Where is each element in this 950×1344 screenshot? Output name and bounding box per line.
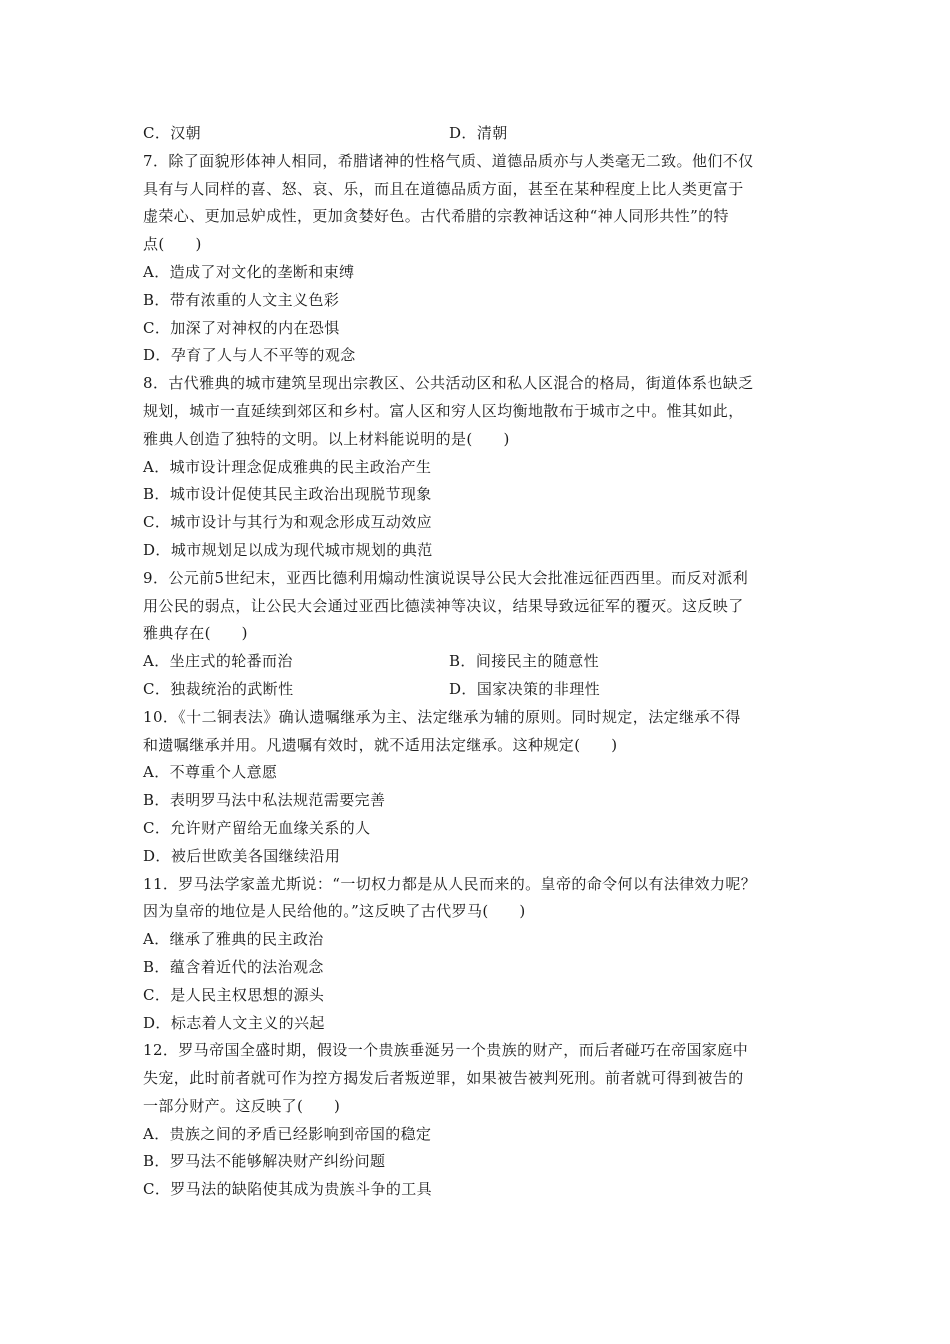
question-stem-line: 雅典人创造了独特的文明。以上材料能说明的是( ) (143, 429, 510, 448)
question-8 (143, 370, 813, 565)
option-a: A．不尊重个人意愿 (143, 763, 278, 782)
option-d: D．清朝 (449, 124, 508, 142)
question-stem-line: 12．罗马帝国全盛时期，假设一个贵族垂涎另一个贵族的财产，而后者碰巧在帝国家庭中 (143, 1041, 749, 1060)
option-c: C．是人民主权思想的源头 (143, 985, 325, 1004)
question-stem-line: 9．公元前5世纪末，亚西比德利用煽动性演说误导公民大会批准远征西西里。而反对派利 (143, 568, 749, 587)
question-stem-line: 点( ) (143, 235, 202, 254)
question-stem-line: 具有与人同样的喜、怒、哀、乐，而且在道德品质方面，甚至在某种程度上比人类更富于 (143, 179, 744, 198)
option-row (143, 676, 813, 704)
question-stem-line: 雅典存在( ) (143, 624, 248, 643)
option-b: B．带有浓重的人文主义色彩 (143, 290, 340, 309)
option-a: A．造成了对文化的垄断和束缚 (143, 262, 355, 281)
option-a: A．坐庄式的轮番而治 (143, 652, 293, 671)
exam-page (143, 120, 813, 1204)
option-a: A．贵族之间的矛盾已经影响到帝国的稳定 (143, 1124, 432, 1143)
question-stem-line: 一部分财产。这反映了( ) (143, 1096, 341, 1115)
option-a: A．城市设计理念促成雅典的民主政治产生 (143, 457, 432, 476)
option-d: D．标志着人文主义的兴起 (143, 1013, 325, 1032)
option-d: D．国家决策的非理性 (449, 679, 601, 698)
question-9 (143, 565, 813, 704)
option-c: C．罗马法的缺陷使其成为贵族斗争的工具 (143, 1180, 433, 1199)
question-10 (143, 704, 813, 871)
option-row (143, 120, 813, 148)
question-7 (143, 148, 813, 370)
question-stem-line: 用公民的弱点，让公民大会通过亚西比德渎神等决议，结果导致远征军的覆灭。这反映了 (143, 596, 744, 615)
question-stem-line: 7．除了面貌形体神人相同，希腊诸神的性格气质、道德品质亦与人类毫无二致。他们不仅 (143, 151, 754, 170)
option-row (143, 648, 813, 676)
question-stem-line: 11．罗马法学家盖尤斯说：“一切权力都是从人民而来的。皇帝的命令何以有法律效力呢？ (143, 874, 757, 893)
option-c: C．独裁统治的武断性 (143, 679, 294, 698)
option-d: D．城市规划足以成为现代城市规划的典范 (143, 540, 433, 559)
question-12 (143, 1037, 813, 1204)
question-stem-line: 10．《十二铜表法》确认遗嘱继承为主、法定继承为辅的原则。同时规定，法定继承不得 (143, 707, 741, 726)
question-stem-line: 虚荣心、更加忌妒成性，更加贪婪好色。古代希腊的宗教神话这种“神人同形共性”的特 (143, 207, 729, 226)
question-11 (143, 871, 813, 1038)
option-d: D．被后世欧美各国继续沿用 (143, 846, 341, 865)
option-b: B．蕴含着近代的法治观念 (143, 957, 324, 976)
question-stem-line: 失宠，此时前者就可作为控方揭发后者叛逆罪，如果被告被判死刑。前者就可得到被告的 (143, 1069, 744, 1088)
option-d: D．孕育了人与人不平等的观念 (143, 346, 356, 365)
question-stem-line: 因为皇帝的地位是人民给他的。”这反映了古代罗马( ) (143, 902, 526, 921)
question-stem-line: 规划，城市一直延续到郊区和乡村。富人区和穷人区均衡地散布于城市之中。惟其如此， (143, 401, 744, 420)
question-stem-line: 8．古代雅典的城市建筑呈现出宗教区、公共活动区和私人区混合的格局，街道体系也缺乏 (143, 374, 754, 393)
question-stem-line: 和遗嘱继承并用。凡遗嘱有效时，就不适用法定继承。这种规定( ) (143, 735, 618, 754)
option-c: C．汉朝 (143, 124, 202, 142)
option-b: B．间接民主的随意性 (449, 652, 600, 671)
option-c: C．加深了对神权的内在恐惧 (143, 318, 340, 337)
option-c: C．允许财产留给无血缘关系的人 (143, 818, 371, 837)
option-c: C．城市设计与其行为和观念形成互动效应 (143, 513, 433, 532)
option-b: B．表明罗马法中私法规范需要完善 (143, 791, 386, 810)
option-a: A．继承了雅典的民主政治 (143, 930, 324, 949)
option-b: B．罗马法不能够解决财产纠纷问题 (143, 1152, 386, 1171)
option-b: B．城市设计促使其民主政治出现脱节现象 (143, 485, 432, 504)
